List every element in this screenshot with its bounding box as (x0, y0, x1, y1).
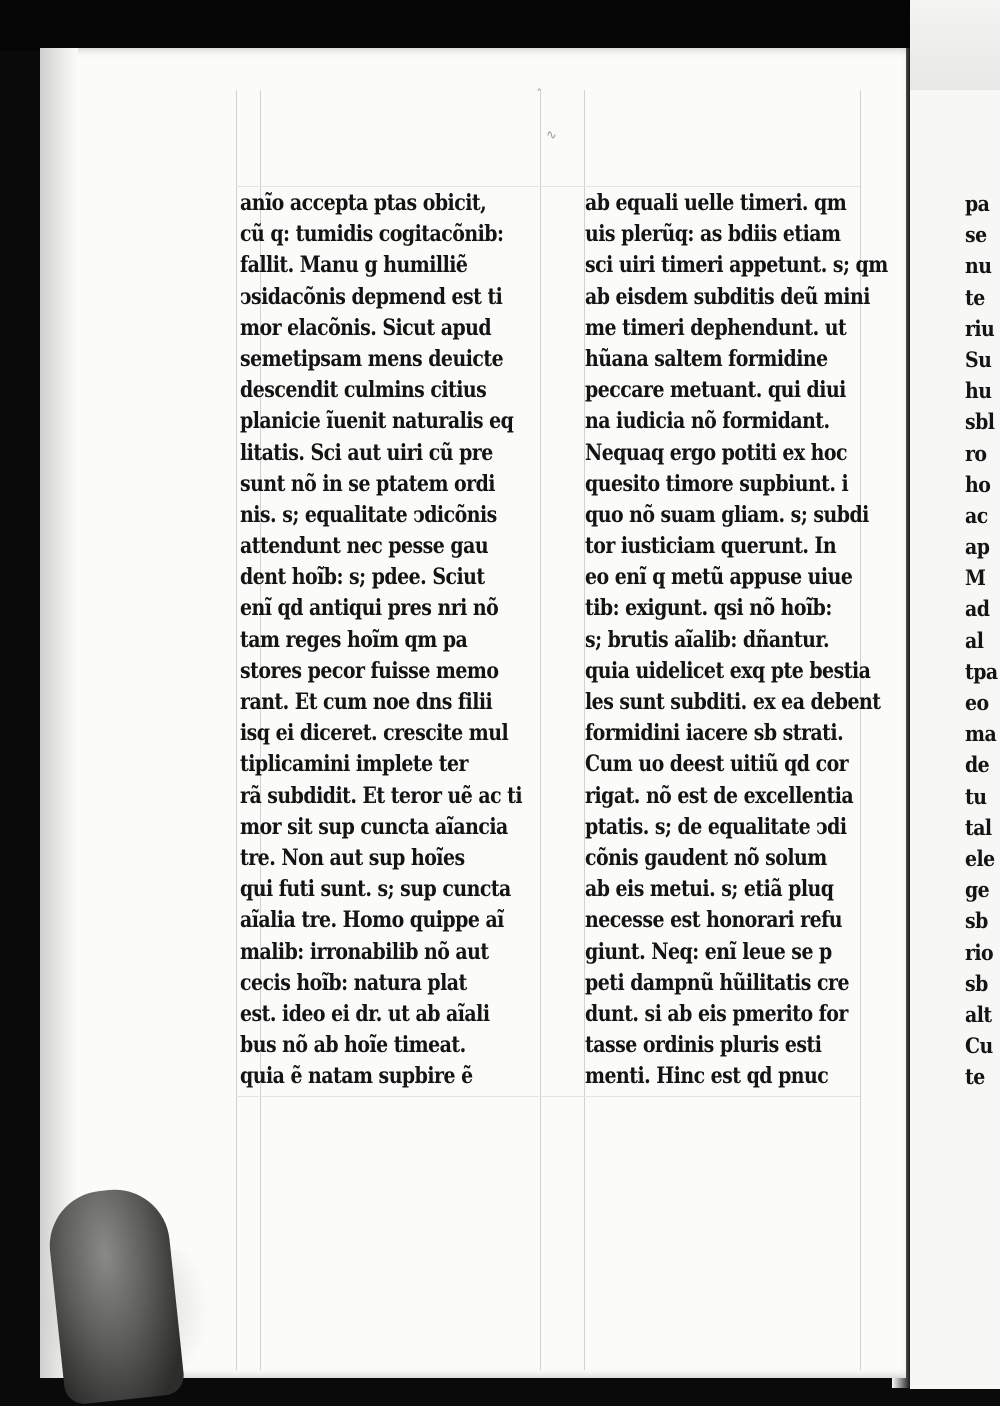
text-line: de (965, 752, 990, 778)
text-line: mor sit sup cuncta aĩancia (240, 813, 508, 840)
text-line: al (965, 627, 984, 653)
text-line: hũana saltem formidine (585, 345, 828, 372)
text-line: cõnis gaudent nõ solum (585, 844, 827, 871)
text-line: fallit. Manu g humilliẽ (240, 252, 468, 279)
ruling-line (236, 1096, 860, 1097)
text-line: malib: irronabilib nõ aut (240, 938, 489, 965)
text-line: rio (965, 939, 994, 965)
text-line: M (965, 565, 986, 591)
right-text-column (585, 188, 888, 1092)
text-line: mor elacõnis. Sicut apud (240, 314, 492, 341)
ruling-line (236, 90, 237, 1370)
left-text-column (240, 188, 550, 1092)
text-line: litatis. Sci aut uiri cũ pre (240, 439, 493, 466)
text-line: tasse ordinis pluris esti (585, 1032, 822, 1059)
text-line: ad (965, 596, 990, 622)
text-line: tor iusticiam querunt. In (585, 533, 837, 560)
dark-background (0, 0, 1000, 50)
text-line: Cum uo deest uitiũ qd cor (585, 751, 849, 778)
text-line: enĩ qd antiqui pres nri nõ (240, 595, 499, 622)
text-line: te (965, 284, 985, 310)
text-line: te (965, 1064, 985, 1090)
text-line: uis plerũq: as bdiis etiam (585, 221, 841, 248)
text-line: sbl (965, 409, 995, 435)
text-line: hu (965, 378, 992, 404)
text-line: tiplicamini implete ter (240, 751, 468, 778)
next-page-top (910, 0, 1000, 90)
text-line: ho (965, 471, 991, 497)
text-line: formidini iacere sb strati. (585, 720, 844, 747)
text-line: ap (965, 534, 990, 560)
text-line: sci uiri timeri appetunt. s; qm (585, 252, 888, 279)
text-line: est. ideo ei dr. ut ab aĩali (240, 1000, 490, 1027)
text-line: tam reges hoĩm qm pa (240, 626, 468, 653)
text-line: menti. Hinc est qd pnuc (585, 1063, 829, 1090)
ruling-line (236, 186, 860, 187)
text-line: tu (965, 783, 987, 809)
text-line: ptatis. s; de equalitate ↄdi (585, 813, 847, 840)
text-line: dent hoĩb: s; pdee. Sciut (240, 564, 485, 591)
text-line: sb (965, 970, 988, 996)
text-line: me timeri dephendunt. ut (585, 314, 847, 341)
text-line: ab eisdem subditis deũ mini (585, 283, 870, 310)
text-line: cecis hoĩb: natura plat (240, 969, 467, 996)
text-line: dunt. si ab eis pmerito for (585, 1000, 848, 1027)
text-line: riu (965, 315, 995, 341)
text-line: bus nõ ab hoĩe timeat. (240, 1032, 466, 1059)
text-line: quia uidelicet exq pte bestia (585, 657, 871, 684)
text-line: rã subdidit. Et teror uẽ ac ti (240, 782, 523, 809)
text-line: les sunt subditi. ex ea debent (585, 689, 881, 715)
text-line: sb (965, 908, 988, 934)
text-line: rigat. nõ est de excellentia (585, 782, 854, 809)
text-line: planicie ĩuenit naturalis eq (240, 408, 514, 435)
text-line: tre. Non aut sup hoĩes (240, 844, 465, 871)
text-line: tpa (965, 658, 998, 684)
text-line: ab eis metui. s; etiã pluq (585, 876, 834, 903)
text-line: tib: exigunt. qsi nõ hoĩb: (585, 595, 832, 622)
text-line: ac (965, 502, 988, 528)
text-line: quesito timore supbiunt. i (585, 470, 849, 497)
text-line: se (965, 222, 987, 248)
text-line: isq ei diceret. crescite mul (240, 720, 509, 747)
text-line: nu (965, 253, 992, 279)
text-line: sunt nõ in se ptatem ordi (240, 470, 495, 497)
text-line: ro (965, 440, 987, 466)
text-line: Su (965, 346, 992, 372)
text-line: eo enĩ q metũ appuse uiue (585, 564, 853, 591)
text-line: eo (965, 690, 989, 715)
text-line: quo nõ suam gliam. s; subdi (585, 501, 869, 528)
text-line: ele (965, 845, 995, 871)
text-line: Nequaq ergo potiti ex hoc (585, 439, 848, 466)
text-line: ↄsidacõnis depmend est ti (240, 283, 503, 310)
text-line: peccare metuant. qui diui (585, 377, 846, 404)
text-line: nis. s; equalitate ↄdicõnis (240, 501, 497, 528)
text-line: peti dampnũ hũilitatis cre (585, 969, 849, 996)
text-line: tal (965, 814, 992, 840)
text-line: na iudicia nõ formidant. (585, 408, 830, 435)
text-line: ge (965, 877, 990, 903)
text-line: descendit culmins citius (240, 377, 487, 404)
text-line: rant. Et cum noe dns filii (240, 689, 493, 715)
marginal-mark: ∿ (546, 128, 557, 143)
text-line: quia ẽ natam supbire ẽ (240, 1063, 473, 1090)
text-line: ma (965, 721, 997, 747)
page-fore-edge (40, 48, 78, 1378)
marginal-mark: ˆ (536, 88, 543, 103)
facing-page-text-fragment (965, 188, 1000, 1092)
text-line: stores pecor fuisse memo (240, 657, 499, 684)
text-line: semetipsam mens deuicte (240, 345, 504, 372)
text-line: qui futi sunt. s; sup cuncta (240, 876, 511, 903)
text-line: alt (965, 1001, 992, 1027)
text-line: aĩalia tre. Homo quippe aĩ (240, 907, 504, 934)
text-line: cũ q: tumidis cogitacõnib: (240, 221, 504, 248)
text-line: ab equali uelle timeri. qm (585, 190, 847, 216)
text-line: necesse est honorari refu (585, 907, 843, 934)
text-line: pa (965, 191, 990, 216)
text-line: s; brutis aĩalib: dñantur. (585, 626, 830, 653)
text-line: anĩo accepta ptas obicit, (240, 190, 487, 216)
text-line: attendunt nec pesse gau (240, 533, 489, 560)
text-line: giunt. Neq: enĩ leue se p (585, 938, 832, 965)
text-line: Cu (965, 1033, 993, 1059)
